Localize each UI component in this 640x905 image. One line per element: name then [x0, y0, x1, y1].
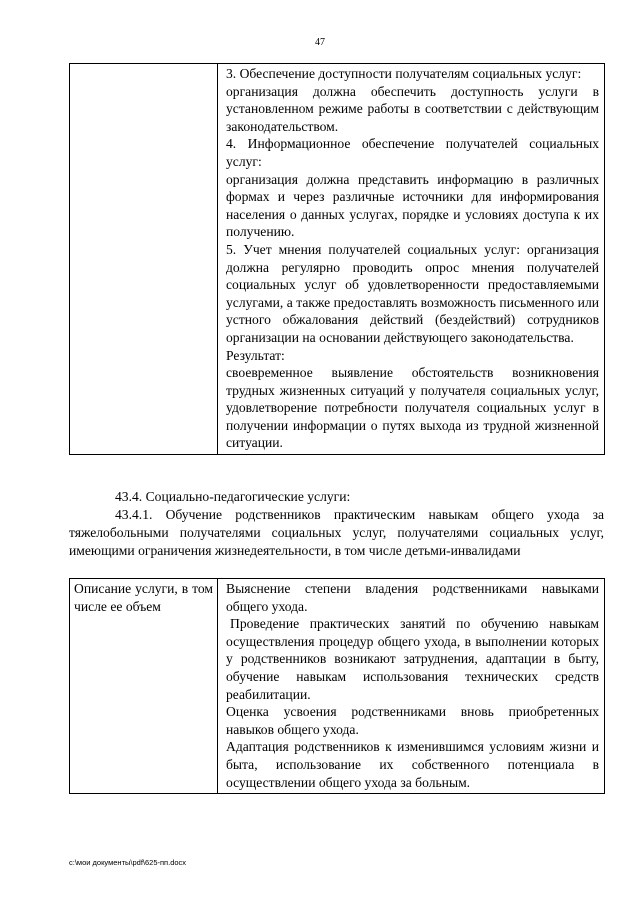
services-table-continued — [69, 63, 605, 455]
paragraph-evaluation: Оценка усвоения родственниками вновь приобретенных навыков общего ухода. — [226, 704, 599, 737]
label-cell — [70, 579, 218, 794]
paragraph-result-label: Результат: — [226, 347, 285, 363]
paragraph-adaptation: Адаптация родственников к изменившимся условиям жизни и быта, использование их собственного потенциала в осуществлении общего ухода за больным. — [226, 739, 599, 790]
service-description-label: Описание услуги, в том числе ее объем — [74, 581, 213, 614]
empty-label-cell — [70, 64, 218, 455]
paragraph-accessibility-heading: 3. Обеспечение доступности получателям социальных услуг: — [226, 66, 582, 81]
page-number: 47 — [315, 37, 325, 48]
paragraph-accessibility-text: организация должна обеспечить доступность услуги в установленном режиме работы в соответствии с действующим законодательством. — [226, 83, 599, 134]
paragraph-practical-training: Проведение практических занятий по обучению навыкам осуществления процедур общего ухода, в выполнении которых у родственников возникают затруднения, адаптации в быту, обучение навыкам использования технических средств реабилитации. — [226, 616, 599, 702]
table-row — [70, 579, 605, 794]
section-heading-block — [69, 488, 604, 560]
paragraph-assessment: Выяснение степени владения родственниками навыками общего ухода. — [226, 581, 599, 614]
paragraph-information-text: организация должна представить информацию в различных формах и через различные источники для информирования населения о данных услугах, порядке и условиях доступа к их получению. — [226, 171, 599, 240]
paragraph-result-text: своевременное выявление обстоятельств возникновения трудных жизненных ситуаций у получателя социальных услуг, удовлетворение потребности получателя социальных услуг в получении информации о путях выхода из трудной жизненной ситуации. — [226, 365, 599, 451]
paragraph-feedback: 5. Учет мнения получателей социальных услуг: организация должна регулярно проводить опрос мнения получателей социальных услуг об удовлетворенности предоставляемыми услугами, а также предоставлять возможность письменного или устного обжалования действий (бездействий) сотрудников организации на основании действующего законодательства. — [226, 241, 599, 345]
section-subheading: 43.4.1. Обучение родственников практическим навыкам общего ухода за тяжелобольными получателями социальных услуг, получателями социальных услуг, имеющими ограничения жизнедеятельности, в том числе детьми-инвалидами — [69, 507, 604, 558]
footer-file-path: c:\мои документы\pdf\625-пп.docx — [69, 858, 187, 867]
description-cell — [218, 64, 605, 455]
table-row — [70, 64, 605, 455]
description-cell — [218, 579, 605, 794]
service-description-table — [69, 578, 605, 794]
paragraph-information-heading: 4. Информационное обеспечение получателей социальных услуг: — [226, 136, 599, 169]
section-heading: 43.4. Социально-педагогические услуги: — [115, 489, 351, 504]
